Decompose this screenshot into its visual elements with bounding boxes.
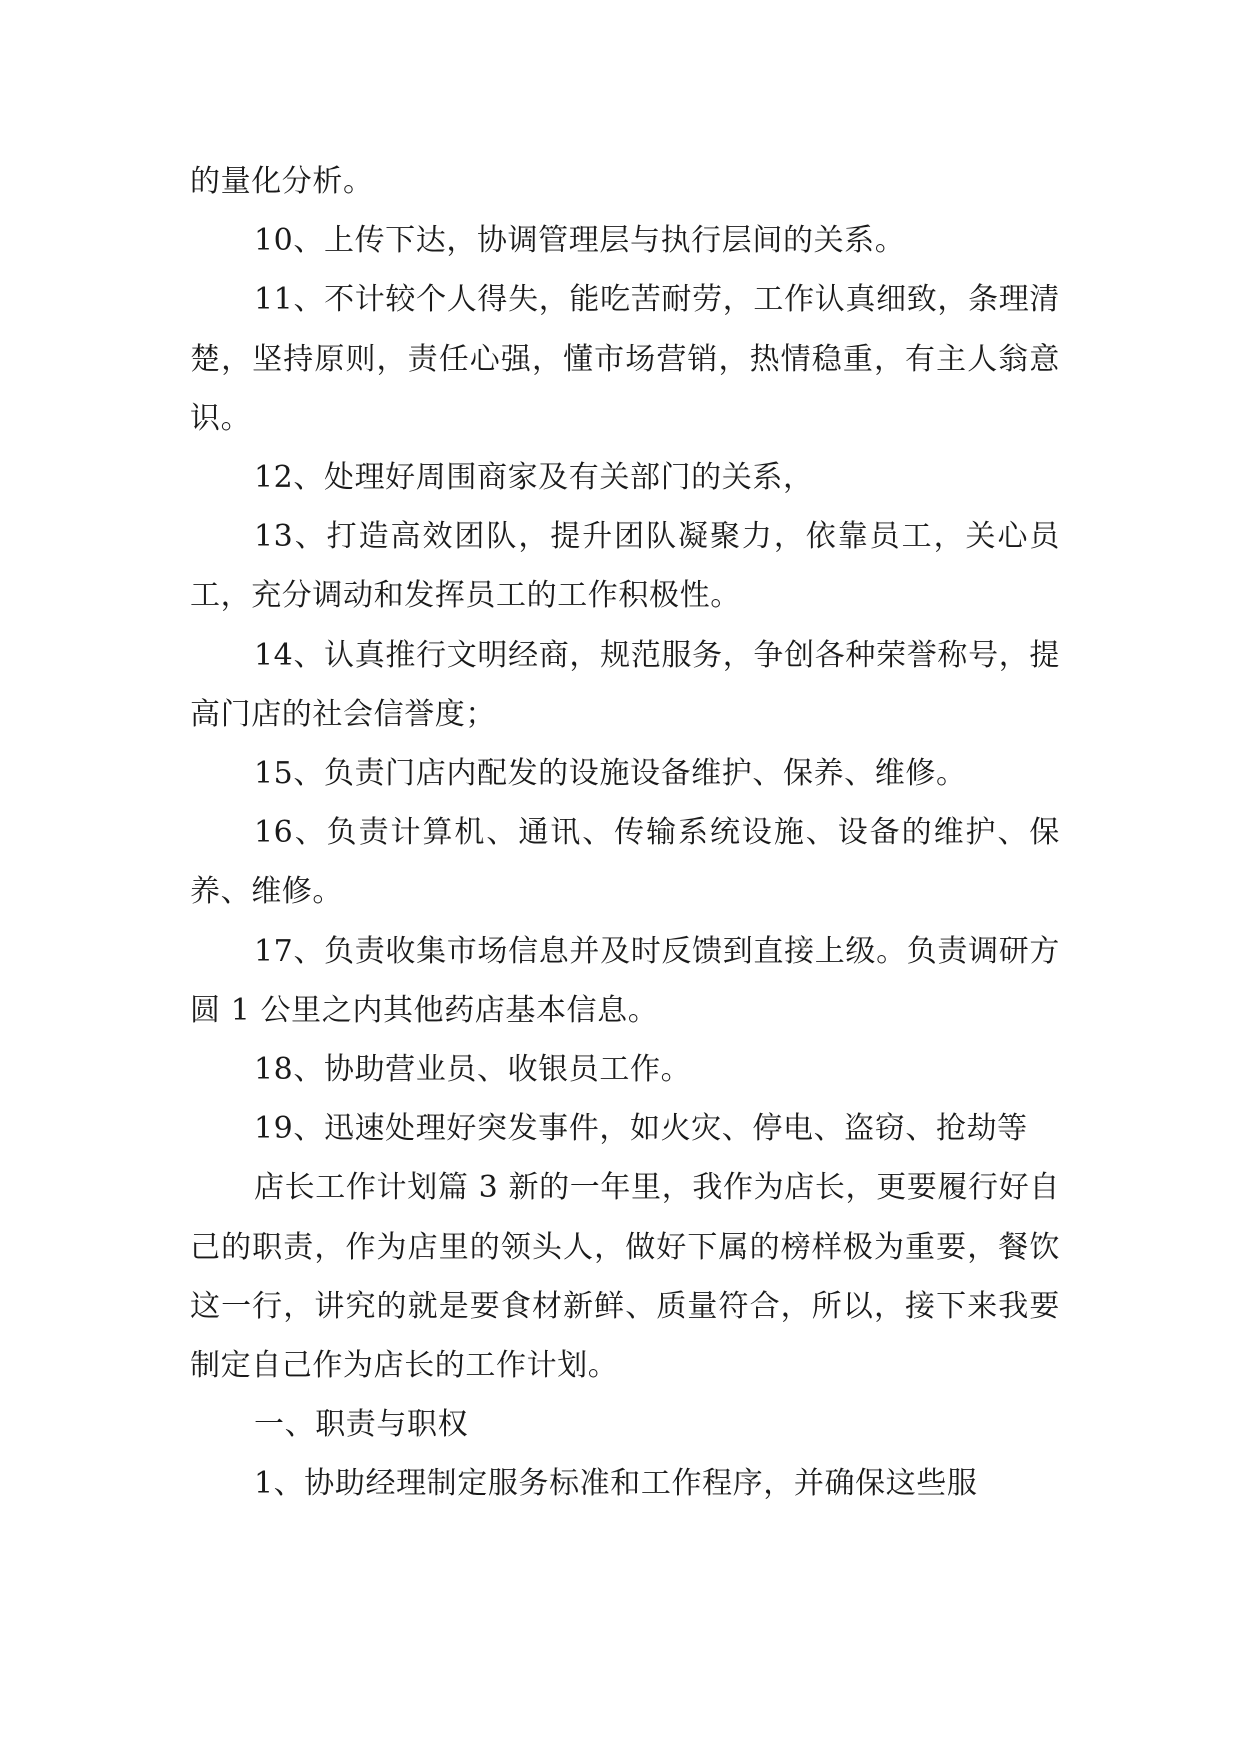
section-heading-duties: 一、职责与职权: [254, 1407, 469, 1443]
paragraph-item-19: 19、迅速处理好突发事件，如火灾、停电、盗窃、抢劫等: [254, 1111, 1028, 1147]
paragraph-continuation: 的量化分析。: [190, 164, 374, 199]
paragraph-item-10: 10、上传下达，协调管理层与执行层间的关系。: [254, 223, 906, 259]
paragraph-item-18: 18、协助营业员、收银员工作。: [254, 1052, 692, 1088]
paragraph-duty-1: 1、协助经理制定服务标准和工作程序，并确保这些服: [254, 1466, 978, 1502]
paragraph-item-13: 13、打造高效团队，提升团队凝聚力，依靠员工，关心员工，充分调动和发挥员工的工作积极性。: [190, 519, 1060, 614]
paragraph-item-14: 14、认真推行文明经商，规范服务，争创各种荣誉称号，提高门店的社会信誉度；: [190, 637, 1060, 732]
paragraph-plan-intro: 店长工作计划篇 3 新的一年里，我作为店长，更要履行好自己的职责，作为店里的领头人，做好下属的榜样极为重要，餐饮这一行，讲究的就是要食材新鲜、质量符合，所以，接下来我要制定自己作为店长的工作计划。: [190, 1170, 1060, 1384]
paragraph-item-15: 15、负责门店内配发的设施设备维护、保养、维修。: [254, 756, 967, 792]
document-body: [190, 152, 1060, 1514]
paragraph-item-17: 17、负责收集市场信息并及时反馈到直接上级。负责调研方圆 1 公里之内其他药店基本信息。: [190, 933, 1060, 1028]
paragraph-item-11: 11、不计较个人得失，能吃苦耐劳，工作认真细致，条理清楚，坚持原则，责任心强，懂市场营销，热情稳重，有主人翁意识。: [190, 282, 1060, 436]
paragraph-item-12: 12、处理好周围商家及有关部门的关系，: [254, 460, 814, 496]
paragraph-item-16: 16、负责计算机、通讯、传输系统设施、设备的维护、保养、维修。: [190, 815, 1060, 910]
